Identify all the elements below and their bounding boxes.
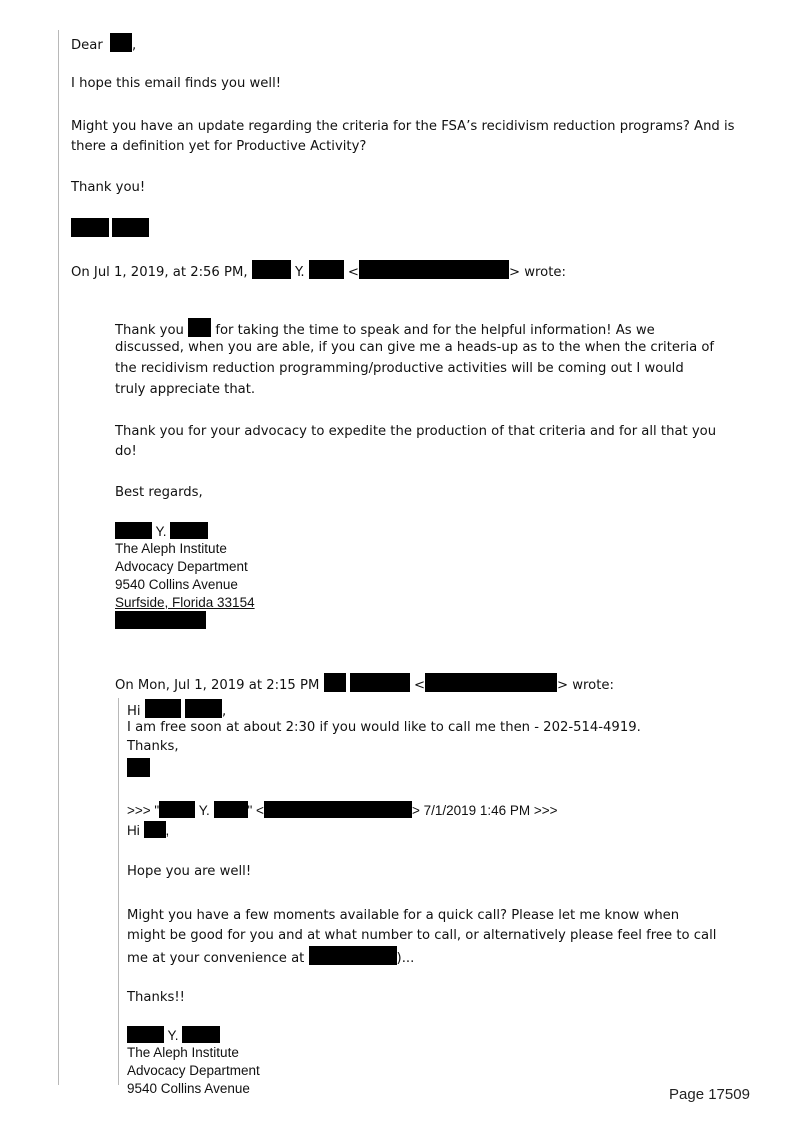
redacted-name bbox=[115, 522, 152, 539]
email-line bbox=[115, 318, 655, 340]
email-line: Thank you for your advocacy to expedite the production of that criteria and for all that you bbox=[115, 424, 717, 439]
reply-header bbox=[71, 260, 566, 282]
signature-address: 9540 Collins Avenue bbox=[127, 1081, 250, 1096]
redacted-name bbox=[350, 673, 410, 692]
quote-rule-inner bbox=[118, 698, 119, 1085]
quote-rule-outer bbox=[58, 30, 59, 1085]
signature-dept: Advocacy Department bbox=[127, 1063, 260, 1078]
redacted-contact bbox=[115, 611, 206, 629]
redacted-name bbox=[144, 821, 166, 838]
redacted-name bbox=[214, 801, 248, 818]
email-text: )... bbox=[396, 951, 415, 966]
signature-name-line bbox=[127, 1026, 220, 1045]
redacted-name bbox=[110, 33, 132, 52]
redacted-name bbox=[309, 260, 344, 279]
redacted-name bbox=[182, 1026, 220, 1043]
thank-you-text: Thank you bbox=[115, 323, 184, 338]
email-line: Might you have a few moments available for a quick call? Please let me know when bbox=[127, 908, 680, 923]
reply-header-date: On Mon, Jul 1, 2019 at 2:15 PM bbox=[115, 678, 320, 693]
redacted-name bbox=[159, 801, 195, 818]
reply-header-wrote: > wrote: bbox=[508, 265, 566, 280]
email-line: might be good for you and at what number to call, or alternatively please feel free to call bbox=[127, 928, 717, 943]
redacted-email bbox=[359, 260, 509, 279]
email-line bbox=[127, 946, 414, 968]
redacted-name bbox=[188, 318, 211, 337]
email-line: Thanks!! bbox=[127, 990, 185, 1005]
greeting-comma: , bbox=[222, 704, 227, 719]
redacted-signature bbox=[127, 758, 150, 777]
redacted-name bbox=[252, 260, 291, 279]
signature-address: 9540 Collins Avenue bbox=[115, 577, 238, 592]
email-line: Thanks, bbox=[127, 739, 179, 754]
greeting-word: Dear bbox=[71, 38, 103, 53]
greeting-comma: , bbox=[131, 38, 137, 53]
email-line: truly appreciate that. bbox=[115, 382, 256, 397]
greeting-line bbox=[127, 821, 169, 840]
redacted-signature-first bbox=[71, 218, 109, 237]
redacted-name bbox=[185, 699, 222, 718]
quoted-header-initial: Y. bbox=[198, 803, 210, 818]
signature-org: The Aleph Institute bbox=[115, 541, 227, 556]
reply-header-initial: Y. bbox=[294, 265, 305, 280]
email-line: discussed, when you are able, if you can give me a heads-up as to the when the criteria of bbox=[115, 340, 715, 355]
quoted-header bbox=[127, 801, 558, 820]
redacted-email bbox=[264, 801, 412, 818]
signature-org: The Aleph Institute bbox=[127, 1045, 239, 1060]
redacted-signature-last bbox=[112, 218, 149, 237]
signature-initial: Y. bbox=[167, 1028, 179, 1043]
email-line: Thank you! bbox=[71, 180, 146, 195]
email-line: I am free soon at about 2:30 if you would like to call me then - 202-514-4919. bbox=[127, 720, 641, 735]
quoted-header-bracket: " < bbox=[247, 803, 264, 818]
greeting-word: Hi bbox=[127, 704, 141, 719]
email-text: for taking the time to speak and for the helpful information! As we bbox=[215, 323, 655, 338]
quoted-header-date: > 7/1/2019 1:46 PM >>> bbox=[411, 803, 558, 818]
signature-dept: Advocacy Department bbox=[115, 559, 248, 574]
email-line: Hope you are well! bbox=[127, 864, 252, 879]
redacted-name bbox=[145, 699, 181, 718]
signature-address-cut-off bbox=[127, 1080, 287, 1096]
email-line: the recidivism reduction programming/productive activities will be coming out I would bbox=[115, 361, 684, 376]
email-closing: Best regards, bbox=[115, 485, 203, 500]
signature-initial: Y. bbox=[155, 524, 167, 539]
signature-address-link[interactable]: Surfside, Florida 33154 bbox=[115, 595, 255, 610]
reply-header-wrote: > wrote: bbox=[557, 678, 614, 693]
greeting-comma: , bbox=[165, 823, 170, 838]
reply-header bbox=[115, 673, 614, 695]
greeting-line bbox=[71, 33, 136, 55]
email-line: I hope this email finds you well! bbox=[71, 76, 282, 91]
redacted-name bbox=[127, 1026, 164, 1043]
page-number: Page 17509 bbox=[669, 1086, 750, 1103]
email-line: do! bbox=[115, 444, 137, 459]
email-line: there a definition yet for Productive Activity? bbox=[71, 139, 367, 154]
redacted-name bbox=[170, 522, 208, 539]
redacted-name bbox=[324, 673, 346, 692]
signature-name-line bbox=[115, 522, 208, 541]
reply-header-date: On Jul 1, 2019, at 2:56 PM, bbox=[71, 265, 248, 280]
reply-header-bracket: < bbox=[413, 678, 426, 693]
email-line: Might you have an update regarding the criteria for the FSA’s recidivism reduction programs? And is bbox=[71, 119, 735, 134]
quoted-header-prefix: >>> " bbox=[127, 803, 160, 818]
reply-header-bracket: < bbox=[347, 265, 359, 280]
redacted-email bbox=[425, 673, 557, 692]
greeting-word: Hi bbox=[127, 823, 140, 838]
email-text: me at your convenience at bbox=[127, 951, 305, 966]
redacted-phone bbox=[309, 946, 397, 965]
